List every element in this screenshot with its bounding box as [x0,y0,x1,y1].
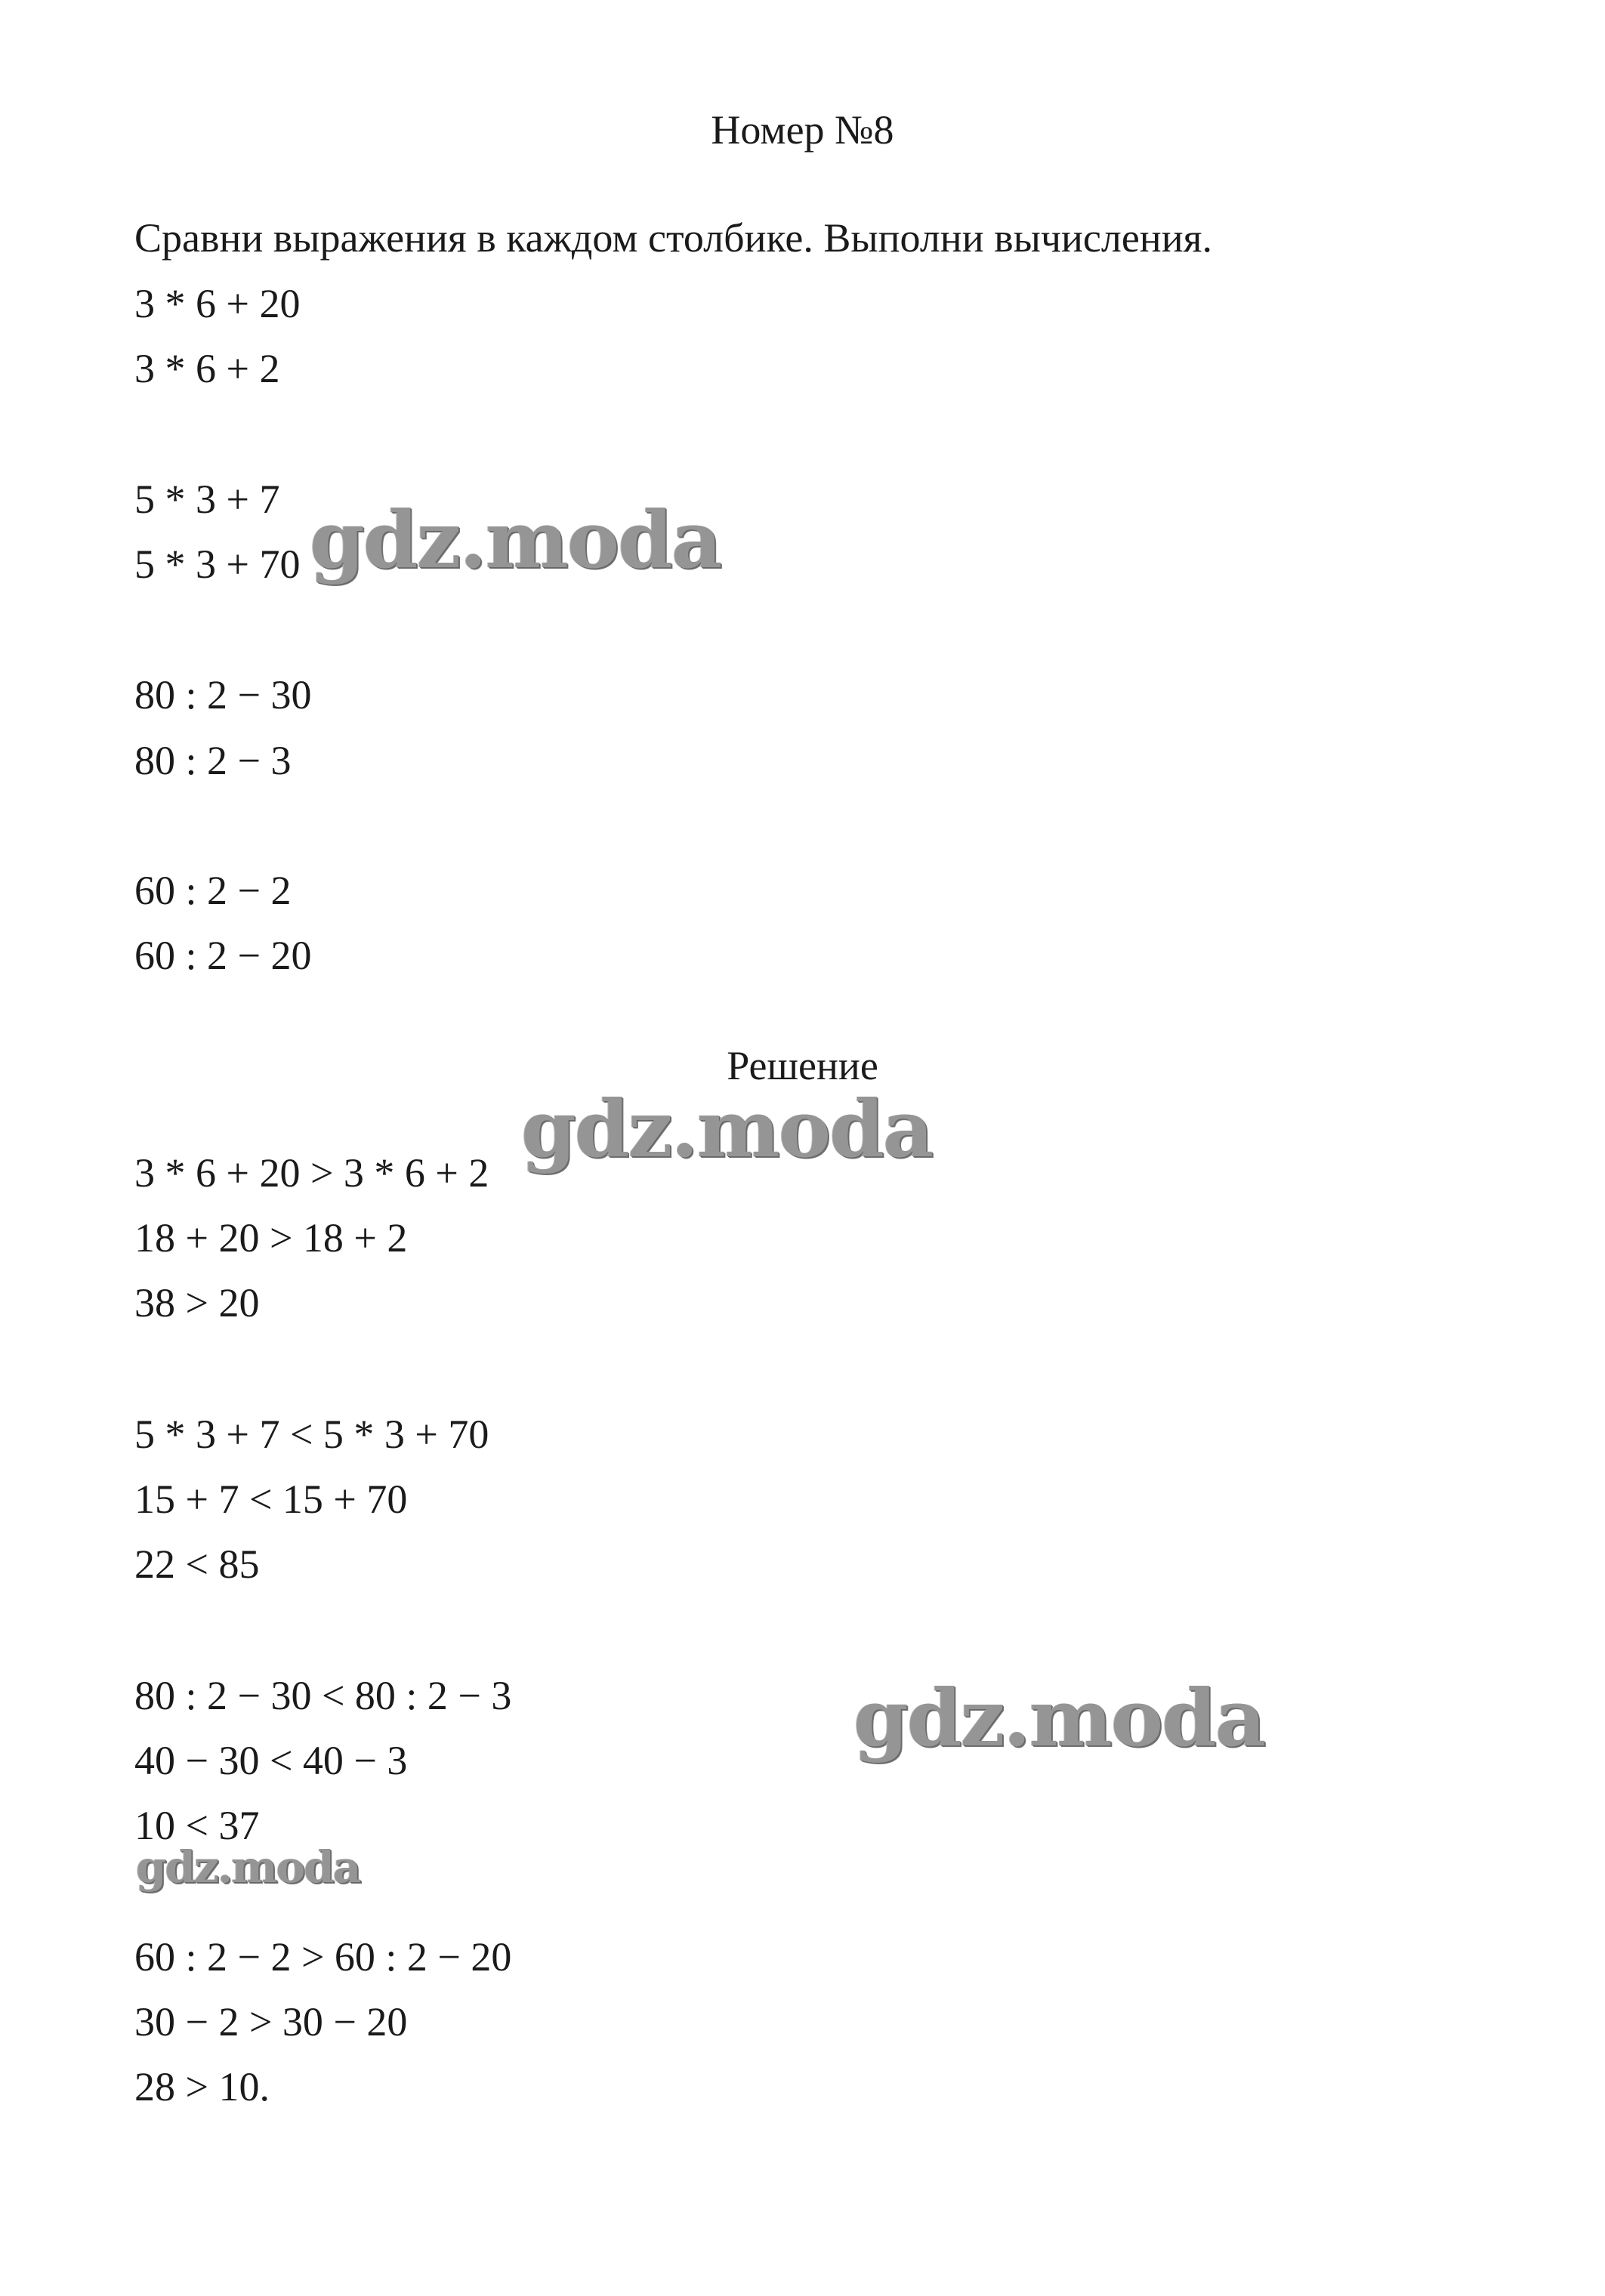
watermark: gdz.moda [136,1841,360,1893]
watermark: gdz.moda [310,493,721,586]
solution-line: 15 + 7 < 15 + 70 [134,1477,408,1522]
watermark: gdz.moda [853,1671,1265,1764]
solution-line: 10 < 37 [134,1803,260,1848]
solution-line: 60 : 2 − 2 > 60 : 2 − 20 [134,1934,512,1980]
page-title: Номер №8 [711,107,894,153]
task-expression: 5 * 3 + 7 [134,477,280,522]
solution-line: 3 * 6 + 20 > 3 * 6 + 2 [134,1150,489,1196]
task-prompt: Сравни выражения в каждом столбике. Выполни вычисления. [134,215,1212,261]
task-expression: 60 : 2 − 20 [134,933,312,978]
solution-line: 5 * 3 + 7 < 5 * 3 + 70 [134,1412,489,1457]
watermark: gdz.moda [521,1082,933,1175]
task-expression: 80 : 2 − 3 [134,738,292,783]
solution-line: 30 − 2 > 30 − 20 [134,1999,408,2044]
solution-line: 18 + 20 > 18 + 2 [134,1215,408,1261]
solution-line: 38 > 20 [134,1280,260,1325]
solution-line: 40 − 30 < 40 − 3 [134,1738,408,1783]
task-expression: 5 * 3 + 70 [134,542,301,587]
solution-line: 28 > 10. [134,2064,270,2109]
solution-line: 80 : 2 − 30 < 80 : 2 − 3 [134,1673,512,1718]
task-expression: 3 * 6 + 20 [134,281,301,326]
task-expression: 3 * 6 + 2 [134,346,280,391]
solution-line: 22 < 85 [134,1541,260,1587]
task-expression: 80 : 2 − 30 [134,672,312,718]
solution-heading: Решение [727,1043,878,1088]
task-expression: 60 : 2 − 2 [134,868,292,913]
